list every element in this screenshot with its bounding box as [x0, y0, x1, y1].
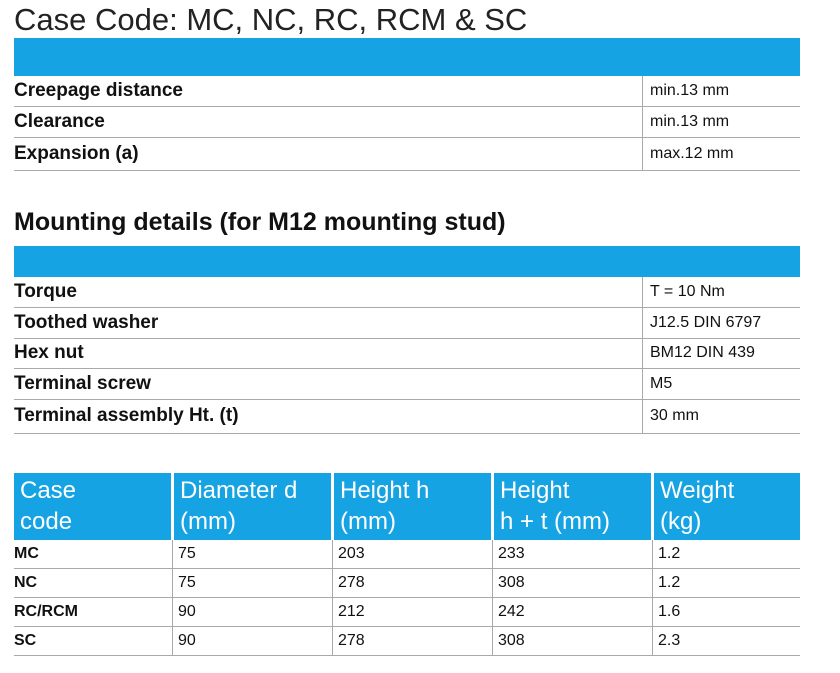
mounting-value: BM12 DIN 439: [643, 338, 801, 368]
diameter-cell: 75: [173, 540, 333, 569]
height-cell: 212: [333, 598, 493, 627]
spec-label: Clearance: [14, 106, 643, 137]
spec-label: Creepage distance: [14, 76, 643, 106]
mounting-label: Toothed washer: [14, 307, 643, 338]
height-cell: 203: [333, 540, 493, 569]
mounting-row-hex-nut: [14, 338, 800, 368]
mounting-header-bar: [14, 246, 800, 277]
weight-cell: 1.2: [653, 569, 801, 598]
mounting-table: [14, 277, 800, 434]
diameter-cell: 90: [173, 627, 333, 656]
dimensions-table: [14, 473, 800, 656]
weight-cell: 2.3: [653, 627, 801, 656]
header-diameter: Diameter d (mm): [173, 473, 333, 540]
specs-header-bar: [14, 38, 800, 76]
page-title: Case Code: MC, NC, RC, RCM & SC: [14, 2, 528, 37]
mounting-value: M5: [643, 368, 801, 399]
mounting-label: Hex nut: [14, 338, 643, 368]
table-row: [14, 540, 800, 569]
spec-row-creepage: [14, 76, 800, 106]
mounting-row-torque: [14, 277, 800, 307]
specs-table: [14, 76, 800, 171]
spec-value: min.13 mm: [643, 76, 801, 106]
height-total-cell: 308: [493, 569, 653, 598]
mounting-value: 30 mm: [643, 399, 801, 433]
height-cell: 278: [333, 627, 493, 656]
spec-value: min.13 mm: [643, 106, 801, 137]
mounting-label: Torque: [14, 277, 643, 307]
mounting-label: Terminal assembly Ht. (t): [14, 399, 643, 433]
case-code-cell: RC/RCM: [14, 598, 173, 627]
table-row: [14, 627, 800, 656]
spec-row-clearance: [14, 106, 800, 137]
mounting-row-assembly-height: [14, 399, 800, 433]
diameter-cell: 75: [173, 569, 333, 598]
height-total-cell: 308: [493, 627, 653, 656]
mounting-value: T = 10 Nm: [643, 277, 801, 307]
mounting-label: Terminal screw: [14, 368, 643, 399]
case-code-cell: SC: [14, 627, 173, 656]
dimensions-header-row: [14, 473, 800, 540]
header-height: Height h (mm): [333, 473, 493, 540]
diameter-cell: 90: [173, 598, 333, 627]
mounting-row-washer: [14, 307, 800, 338]
header-case-code: Case code: [14, 473, 173, 540]
header-weight: Weight (kg): [653, 473, 801, 540]
height-cell: 278: [333, 569, 493, 598]
table-row: [14, 598, 800, 627]
table-row: [14, 569, 800, 598]
height-total-cell: 242: [493, 598, 653, 627]
spec-row-expansion: [14, 137, 800, 170]
mounting-value: J12.5 DIN 6797: [643, 307, 801, 338]
spec-label: Expansion (a): [14, 137, 643, 170]
weight-cell: 1.6: [653, 598, 801, 627]
spec-value: max.12 mm: [643, 137, 801, 170]
header-height-total: Height h + t (mm): [493, 473, 653, 540]
case-code-cell: MC: [14, 540, 173, 569]
mounting-row-terminal-screw: [14, 368, 800, 399]
height-total-cell: 233: [493, 540, 653, 569]
weight-cell: 1.2: [653, 540, 801, 569]
case-code-cell: NC: [14, 569, 173, 598]
mounting-heading: Mounting details (for M12 mounting stud): [14, 208, 506, 236]
